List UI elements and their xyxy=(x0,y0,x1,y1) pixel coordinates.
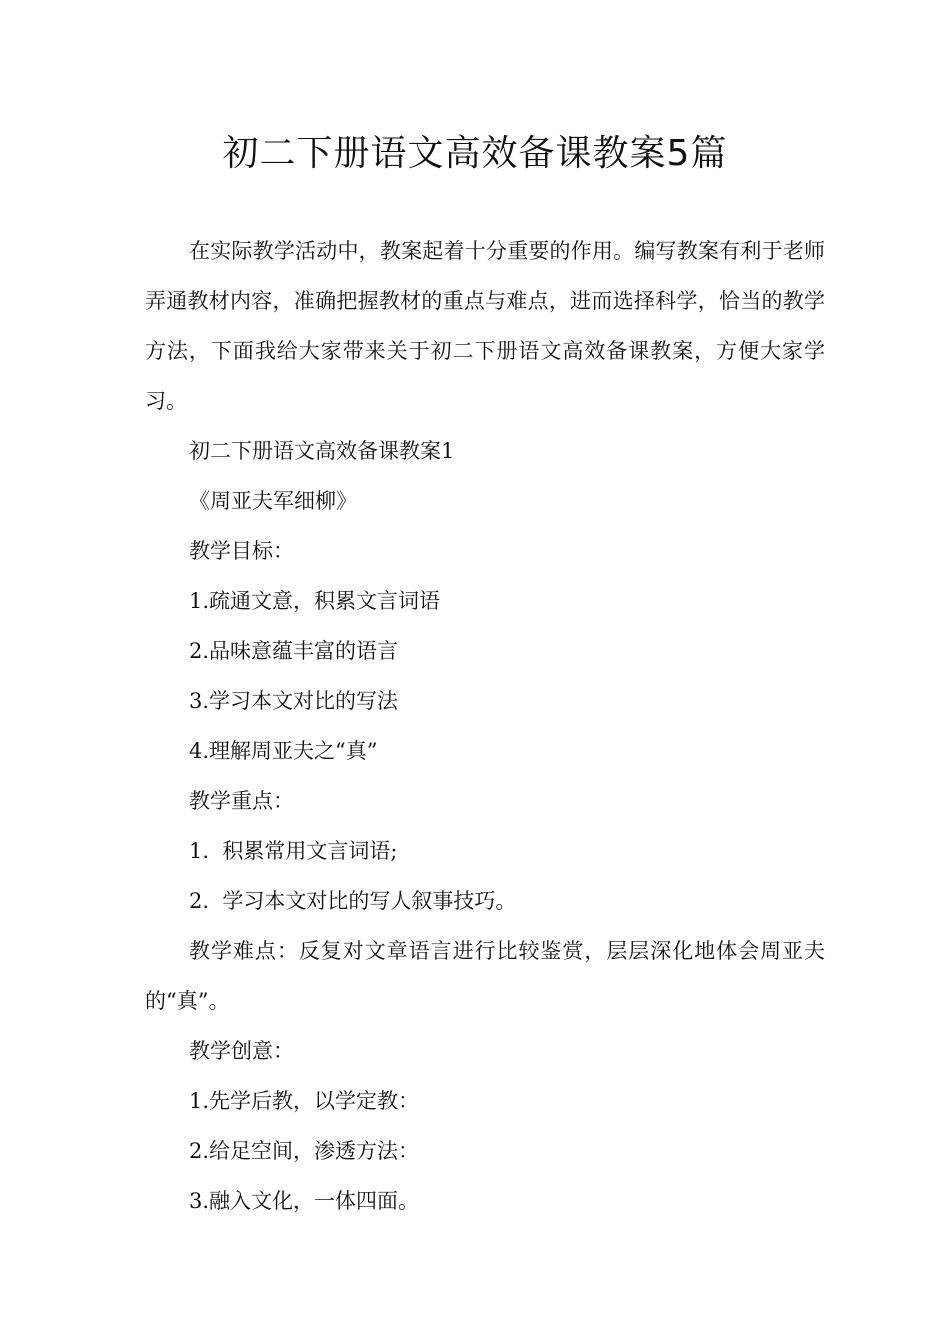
objective-item: 4.理解周亚夫之“真” xyxy=(189,739,378,763)
creative-item: 3.融入文化，一体四面。 xyxy=(189,1189,420,1213)
lesson-title: 《周亚夫军细柳》 xyxy=(189,489,357,513)
creative-item: 1.先学后教，以学定教： xyxy=(189,1089,420,1113)
document-title: 初二下册语文高效备课教案5篇 xyxy=(222,133,728,174)
objective-item: 2.品味意蕴丰富的语言 xyxy=(189,639,399,663)
objectives-heading: 教学目标： xyxy=(189,539,294,563)
creative-item: 2.给足空间，渗透方法： xyxy=(189,1139,420,1163)
key-points-heading: 教学重点： xyxy=(189,789,294,813)
key-point-item: 2. 学习本文对比的写人叙事技巧。 xyxy=(189,889,517,913)
objective-item: 1.疏通文意，积累文言词语 xyxy=(189,589,441,613)
creative-heading: 教学创意： xyxy=(189,1039,294,1063)
objective-item: 3.学习本文对比的写法 xyxy=(189,689,399,713)
key-point-item: 1. 积累常用文言词语; xyxy=(189,839,398,863)
document-body xyxy=(145,226,825,1226)
section-heading: 初二下册语文高效备课教案1 xyxy=(189,439,455,463)
difficulty-paragraph: 教学难点：反复对文章语言进行比较鉴赏，层层深化地体会周亚夫的“真”。 xyxy=(145,939,825,1013)
intro-paragraph: 在实际教学活动中，教案起着十分重要的作用。编写教案有利于老师弄通教材内容，准确把握教材的重点与难点，进而选择科学，恰当的教学方法，下面我给大家带来关于初二下册语文高效备课教案，方便大家学习。 xyxy=(145,239,825,413)
